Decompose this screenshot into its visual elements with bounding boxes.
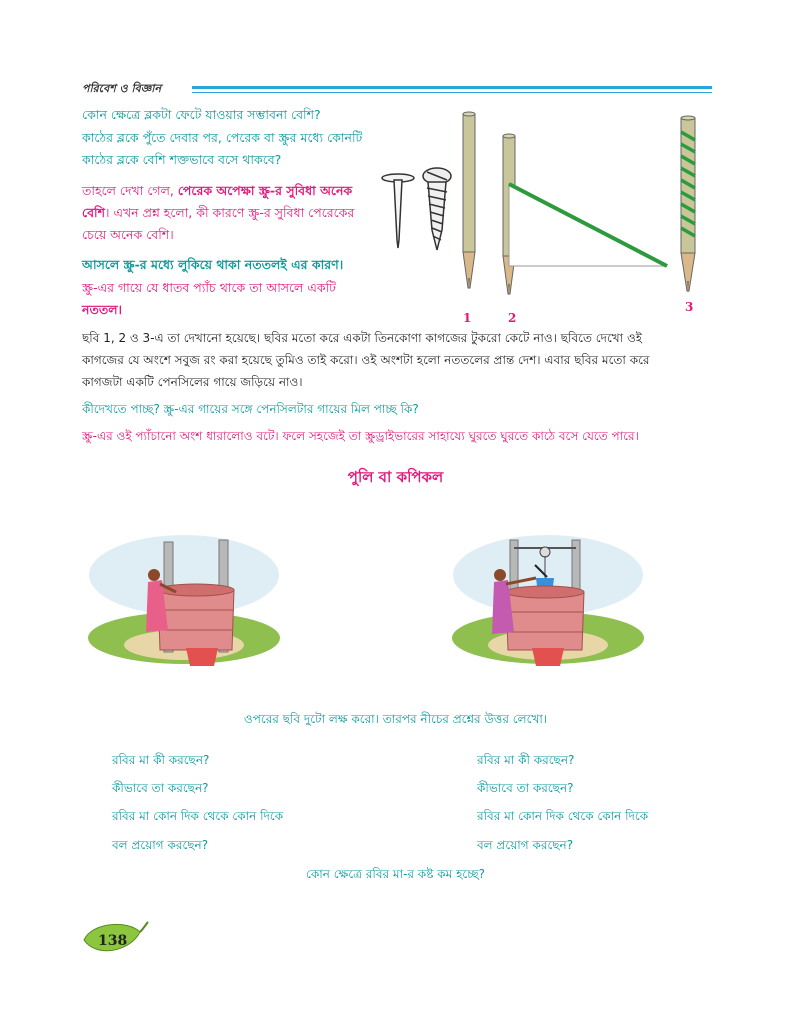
pencil-3-icon xyxy=(681,116,695,294)
figure-label-1: 1 xyxy=(463,311,472,325)
well-with-pulley-illustration xyxy=(450,520,646,670)
left-question-2: কীভাবে তা করছেন? xyxy=(112,781,209,795)
pencil-paper-illustration xyxy=(455,106,705,306)
middle-paragraph-line3: কাগজটা একটি পেনসিলের গায়ে জড়িয়ে নাও। xyxy=(82,375,303,389)
right-question-1: রবির মা কী করছেন? xyxy=(477,753,575,767)
nail-icon xyxy=(382,174,414,248)
section-title: পুলি বা কপিকল xyxy=(347,468,444,486)
bucket-icon xyxy=(186,648,218,666)
right-question-4: বল প্রয়োগ করছেন? xyxy=(477,838,574,852)
question-block-split: কোন ক্ষেত্রে ব্লকটা ফেটে যাওয়ার সম্ভাবনা বেশি? xyxy=(82,107,321,122)
left-question-1: রবির মা কী করছেন? xyxy=(112,753,210,767)
screw-icon xyxy=(423,168,451,250)
screw-sharp-statement: স্ক্রু-এর ওই প্যাঁচানো অংশ ধারালোও বটে। ফলে সহজেই তা স্ক্রুড্রাইভারের সাহায্যে ঘুরতে ঘুরতে কাঠে বসে যেতে পারে। xyxy=(82,429,639,443)
well-wall-icon xyxy=(158,590,234,650)
figure-label-2: 2 xyxy=(508,311,517,325)
pencil-1-icon xyxy=(463,112,475,290)
instruction-text: ওপরের ছবি দুটো লক্ষ করো। তারপর নীচের প্রশ্নের উত্তর লেখো। xyxy=(243,712,548,726)
screw-thread-line1: স্ক্রু-এর গায়ে যে ধাতব প্যাঁচ থাকে তা আসলে একটি xyxy=(82,280,336,295)
well-wall-icon xyxy=(506,592,584,650)
question-nail-screw-line1: কাঠের ব্লকে পুঁতে দেবার পর, পেরেক বা স্ক্রুর মধ্যে কোনটি xyxy=(82,130,363,145)
right-question-3: রবির মা কোন দিক থেকে কোন দিকে xyxy=(477,809,649,823)
figure-label-3: 3 xyxy=(685,300,694,314)
conclusion-bold-2: বেশি xyxy=(82,205,106,220)
middle-paragraph-line2: কাগজের যে অংশে সবুজ রং করা হয়েছে তুমিও তাই করো। ওই অংশটা হলো নততলের প্রান্ত দেশ। এবার ছবির মতো করে xyxy=(82,353,650,367)
final-question: কোন ক্ষেত্রে রবির মা-র কষ্ট কম হচ্ছে? xyxy=(306,867,485,881)
screw-thread-line2: নততল। xyxy=(82,302,123,317)
left-question-3: রবির মা কোন দিক থেকে কোন দিকে xyxy=(112,809,284,823)
paper-triangle-icon xyxy=(509,184,667,266)
middle-paragraph-line1: ছবি 1, 2 ও 3-এ তা দেখানো হয়েছে। ছবির মতো করে একটা তিনকোণা কাগজের টুকরো কেটে নাও। ছবিতে দেখো ওই xyxy=(82,331,643,345)
pulley-wheel-icon xyxy=(540,547,550,557)
conclusion-paragraph xyxy=(82,180,377,246)
header-rule-thin xyxy=(192,92,712,93)
question-nail-screw-line2: কাঠের ব্লকে বেশি শক্তভাবে বসে থাকবে? xyxy=(82,152,282,167)
book-title: পরিবেশ ও বিজ্ঞান xyxy=(82,82,162,95)
conclusion-end: চেয়ে অনেক বেশি। xyxy=(82,227,174,242)
right-question-2: কীভাবে তা করছেন? xyxy=(477,781,574,795)
inclined-plane-reason: আসলে স্ক্রু-র মধ্যে লুকিয়ে থাকা নততলই এর কারণ। xyxy=(82,257,344,272)
conclusion-lead: তাহলে দেখা গেল, xyxy=(82,183,178,198)
conclusion-bold: পেরেক অপেক্ষা স্ক্রু-র সুবিধা অনেক xyxy=(177,183,353,198)
question-pencil-screw: কীদেখতে পাচ্ছ? স্ক্রু-এর গায়ের সঙ্গে পেনসিলটার গায়ের মিল পাচ্ছ কি? xyxy=(82,402,419,416)
header-rule xyxy=(192,86,712,89)
well-without-pulley-illustration xyxy=(86,520,282,670)
left-question-4: বল প্রয়োগ করছেন? xyxy=(112,838,209,852)
conclusion-question: । এখন প্রশ্ন হলো, কী কারণে স্ক্রু-র সুবিধা পেরেকের xyxy=(105,205,355,220)
page-number: 138 xyxy=(98,933,128,949)
